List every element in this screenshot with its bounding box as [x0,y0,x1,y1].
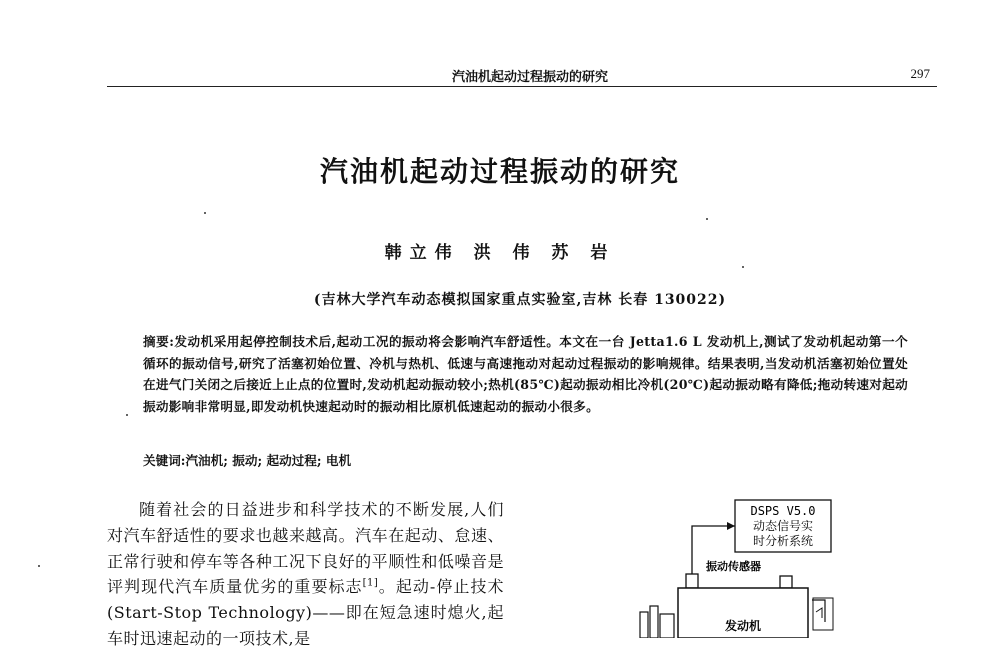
cable-arrow [727,522,735,530]
daq-label-line2: 动态信号实 [752,519,814,533]
citation-ref: [1] [362,578,379,590]
drive-part [650,606,658,638]
scan-speck [742,266,744,268]
scan-speck [38,565,40,567]
scan-speck [126,414,128,416]
temperature-probe [812,600,825,622]
keywords [143,450,908,469]
sensor-label: 振动传感器 [706,560,761,573]
drive-part [660,614,674,638]
probe-symbol [816,608,822,618]
abstract [143,331,908,417]
scan-speck [706,218,708,220]
daq-label-line3: 时分析系统 [752,534,814,548]
keywords-label: 关键词: [143,453,186,468]
measurement-setup-figure [600,490,940,638]
engine-mount-block [780,576,792,588]
page-number: 297 [910,66,930,81]
body-part1: 随着社会的日益进步和科学技术的不断发展,人们对汽车舒适性的要求也越来越高。汽车在起动、怠速、正常行驶和停车等各种工况下良好的平顺性和低噪音是评判现代汽车质量优劣的重要标志 [107,500,504,597]
running-title: 汽油机起动过程振动的研究 [451,70,608,85]
body-text [107,497,504,652]
paper-title: 汽油机起动过程振动的研究 [319,155,680,188]
vibration-sensor [686,574,698,588]
daq-label-line1: DSPS V5.0 [750,504,816,518]
scan-speck [204,212,206,214]
body-paragraph [107,497,504,652]
header-rule [107,86,937,87]
paper-affiliation: (吉林大学汽车动态模拟国家重点实验室,吉林 长春 130022) [313,292,727,308]
drive-part [640,612,648,638]
abstract-label: 摘要: [143,334,175,349]
paper-authors: 韩立伟 洪 伟 苏 岩 [384,243,616,263]
engine-label: 发动机 [724,619,762,633]
probe-box [813,598,833,630]
abstract-text: 发动机采用起停控制技术后,起动工况的振动将会影响汽车舒适性。本文在一台 Jetta1.6 L 发动机上,测试了发动机起动第一个循环的振动信号,研究了活塞初始位置、冷机与热机、低速与高速拖动对起动过程振动的影响规律。结果表明,当发动机活塞初始位置处在进气门关闭之后接近上止点的位置时,发动机起动振动较小;热机(85℃)起动振动相比冷机(20℃)起动振动略有降低;拖动转速对起动振动影响非常明显,即发动机快速起动时的振动相比原机低速起动的振动小很多。 [143,334,908,414]
keywords-text: 汽油机; 振动; 起动过程; 电机 [185,453,352,468]
body-part2: 。起动-停止技术(Start-Stop Technology)——即在短急速时熄火,起车时迅速起动的一项技术,是 [107,577,504,648]
